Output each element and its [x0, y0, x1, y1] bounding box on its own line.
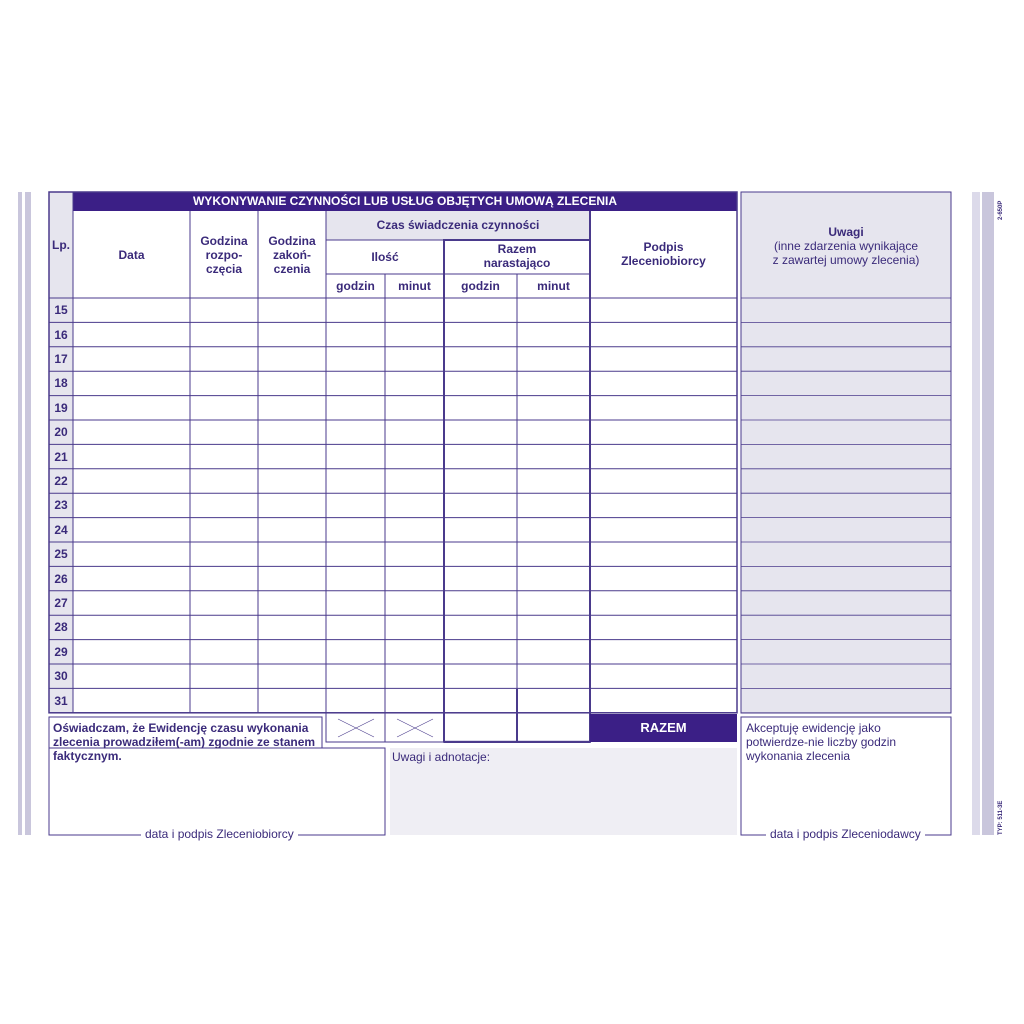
row-number: 27: [54, 595, 68, 610]
row-number: 31: [54, 693, 68, 708]
row-number: 23: [54, 498, 68, 513]
row-number: 20: [54, 425, 68, 440]
side-code-bottom: TYP: 511-3E: [998, 800, 1004, 835]
row-number: 19: [54, 400, 68, 415]
row-number: 28: [54, 620, 68, 635]
declaration-text: Oświadczam, że Ewidencję czasu wykonania zlecenia prowadziłem(-am) zgodnie ze stanem faktycznym.: [53, 721, 316, 763]
grid-box: [49, 192, 737, 713]
row-number: 26: [54, 571, 68, 586]
header-uwagi: Uwagi (inne zdarzenia wynikające z zawartej umowy zlecenia): [772, 225, 920, 267]
header-razem: Razem narastająco: [483, 242, 551, 270]
row-number: 21: [54, 449, 68, 464]
row-number: 16: [54, 327, 68, 342]
row-number: 29: [54, 644, 68, 659]
sign-left-label: data i podpis Zleceniobiorcy: [141, 827, 298, 841]
header-minut-1: minut: [398, 279, 431, 293]
header-data: Data: [118, 247, 145, 262]
razem-label: RAZEM: [590, 714, 737, 742]
header-godzin-2: godzin: [461, 279, 500, 293]
grid-box: [741, 192, 951, 713]
header-minut-2: minut: [537, 279, 570, 293]
header-start-hour: Godzina rozpo- częcia: [200, 234, 248, 276]
header-time: Czas świadczenia czynności: [326, 211, 590, 240]
main-header: WYKONYWANIE CZYNNOŚCI LUB USŁUG OBJĘTYCH UMOWĄ ZLECENIA: [73, 192, 737, 211]
row-number: 17: [54, 351, 68, 366]
row-number: 30: [54, 669, 68, 684]
accept-text: Akceptuję ewidencję jako potwierdze-nie liczby godzin wykonania zlecenia: [746, 721, 897, 763]
header-ilosc: Ilość: [371, 250, 399, 264]
header-godzin-1: godzin: [336, 279, 375, 293]
lp-header: Lp.: [52, 238, 70, 252]
header-end-hour: Godzina zakoń- czenia: [268, 234, 316, 276]
row-number: 15: [54, 303, 68, 318]
row-number: 25: [54, 547, 68, 562]
row-number: 22: [54, 473, 68, 488]
side-code-top: 2-650P: [998, 200, 1004, 220]
sign-right-label: data i podpis Zleceniodawcy: [766, 827, 925, 841]
uwagi-adnotacje-label: Uwagi i adnotacje:: [392, 750, 491, 764]
row-number: 18: [54, 376, 68, 391]
row-number: 24: [54, 522, 68, 537]
header-podpis: Podpis Zleceniobiorcy: [621, 240, 706, 268]
